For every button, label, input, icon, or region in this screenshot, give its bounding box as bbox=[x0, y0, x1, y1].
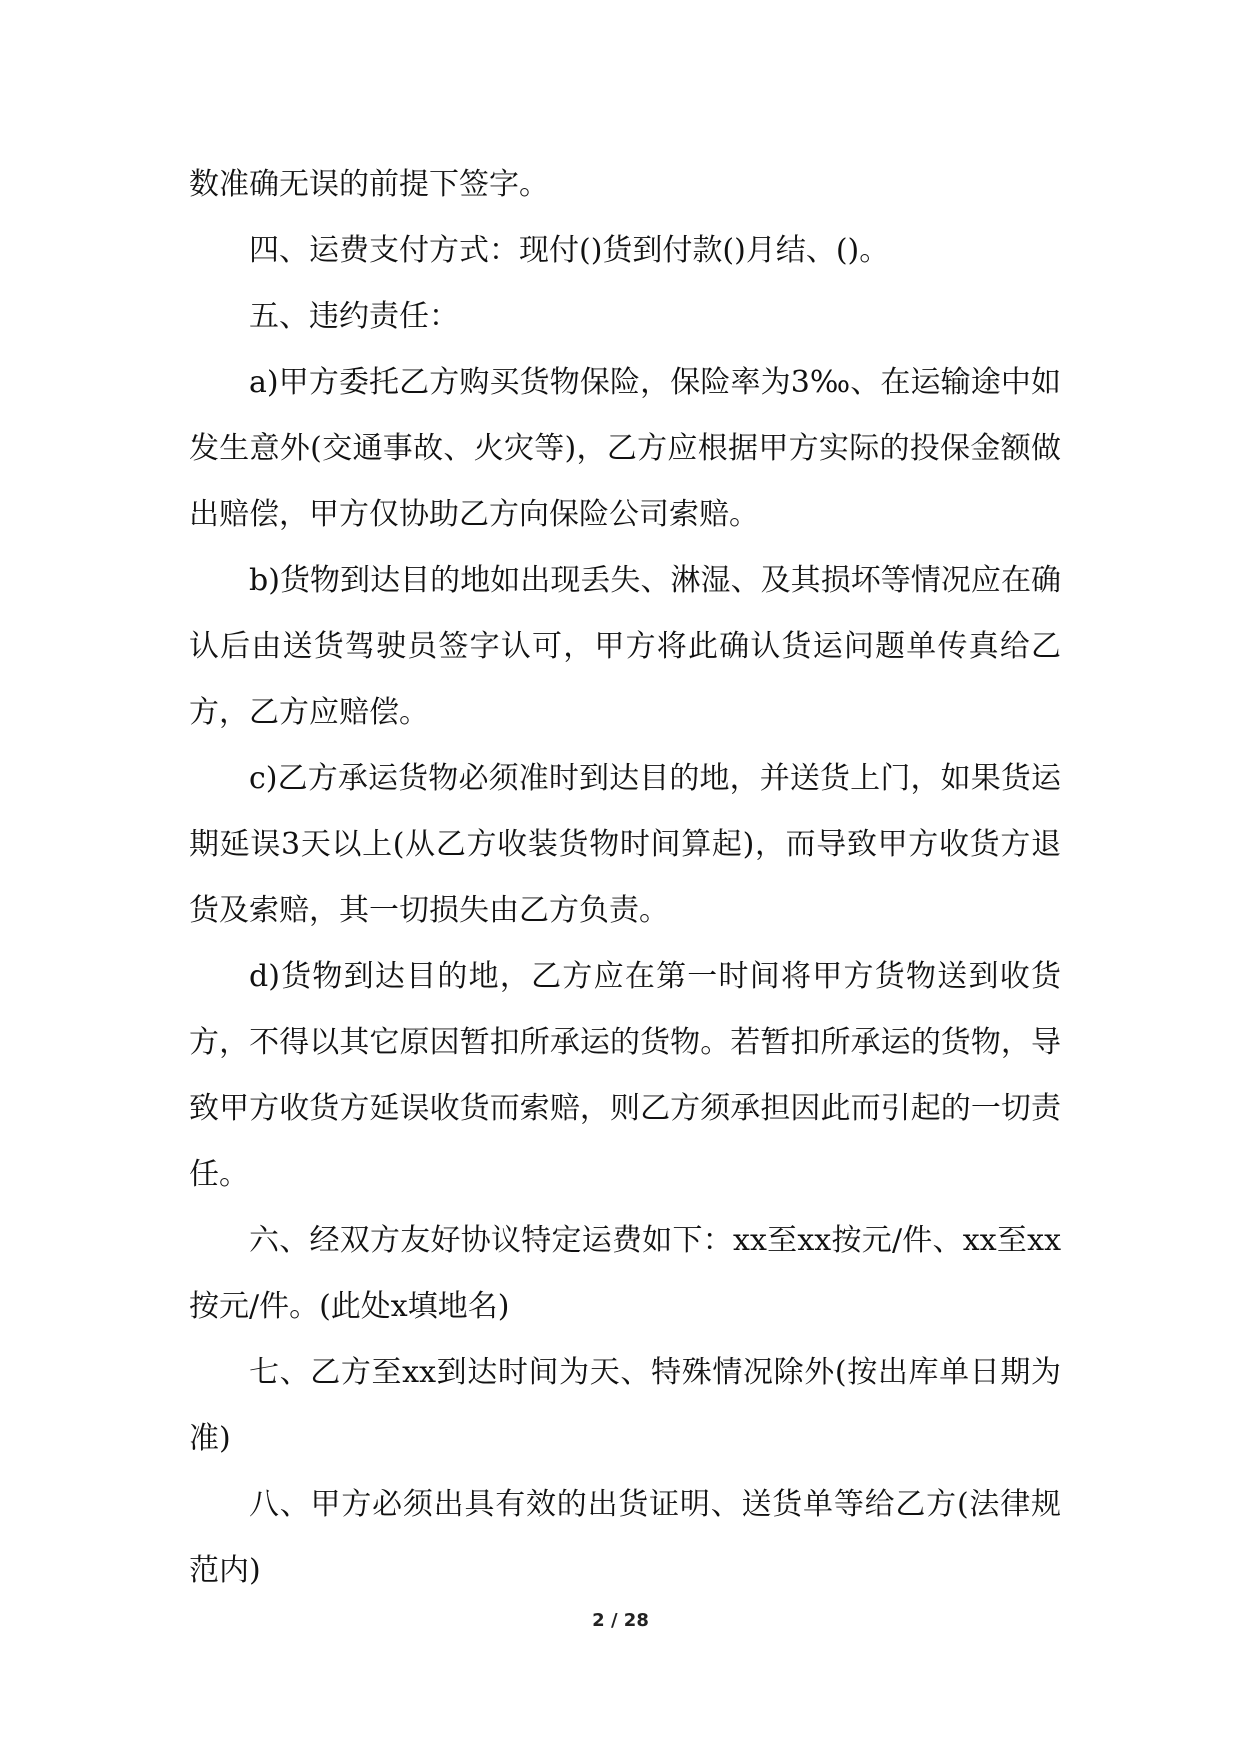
paragraph-section-8-documents: 八、甲方必须出具有效的出货证明、送货单等给乙方(法律规范内) bbox=[189, 1487, 1061, 1588]
paragraph-section-5-heading: 五、违约责任： bbox=[249, 299, 459, 334]
paragraph-clause-b: b)货物到达目的地如出现丢失、淋湿、及其损坏等情况应在确认后由送货驾驶员签字认可，甲方将此确认货运问题单传真给乙方，乙方应赔偿。 bbox=[189, 563, 1061, 730]
paragraph-clause-a: a)甲方委托乙方购买货物保险，保险率为3‰、在运输途中如发生意外(交通事故、火灾等)，乙方应根据甲方实际的投保金额做出赔偿，甲方仅协助乙方向保险公司索赔。 bbox=[189, 365, 1061, 532]
paragraph-intro-continued: 数准确无误的前提下签字。 bbox=[189, 167, 549, 202]
paragraph-clause-c: c)乙方承运货物必须准时到达目的地，并送货上门，如果货运期延误3天以上(从乙方收装货物时间算起)，而导致甲方收货方退货及索赔，其一切损失由乙方负责。 bbox=[189, 761, 1061, 928]
paragraph-section-4-payment: 四、运费支付方式：现付()货到付款()月结、()。 bbox=[249, 233, 890, 268]
paragraph-section-7-arrival: 七、乙方至xx到达时间为天、特殊情况除外(按出库单日期为准) bbox=[189, 1355, 1061, 1456]
paragraph-section-6-freight: 六、经双方友好协议特定运费如下：xx至xx按元/件、xx至xx按元/件。(此处x填地名) bbox=[189, 1223, 1061, 1324]
document-body bbox=[189, 152, 1061, 1604]
page-number: 2 / 28 bbox=[592, 1610, 649, 1631]
paragraph-clause-d: d)货物到达目的地，乙方应在第一时间将甲方货物送到收货方，不得以其它原因暂扣所承运的货物。若暂扣所承运的货物，导致甲方收货方延误收货而索赔，则乙方须承担因此而引起的一切责任。 bbox=[189, 959, 1061, 1192]
